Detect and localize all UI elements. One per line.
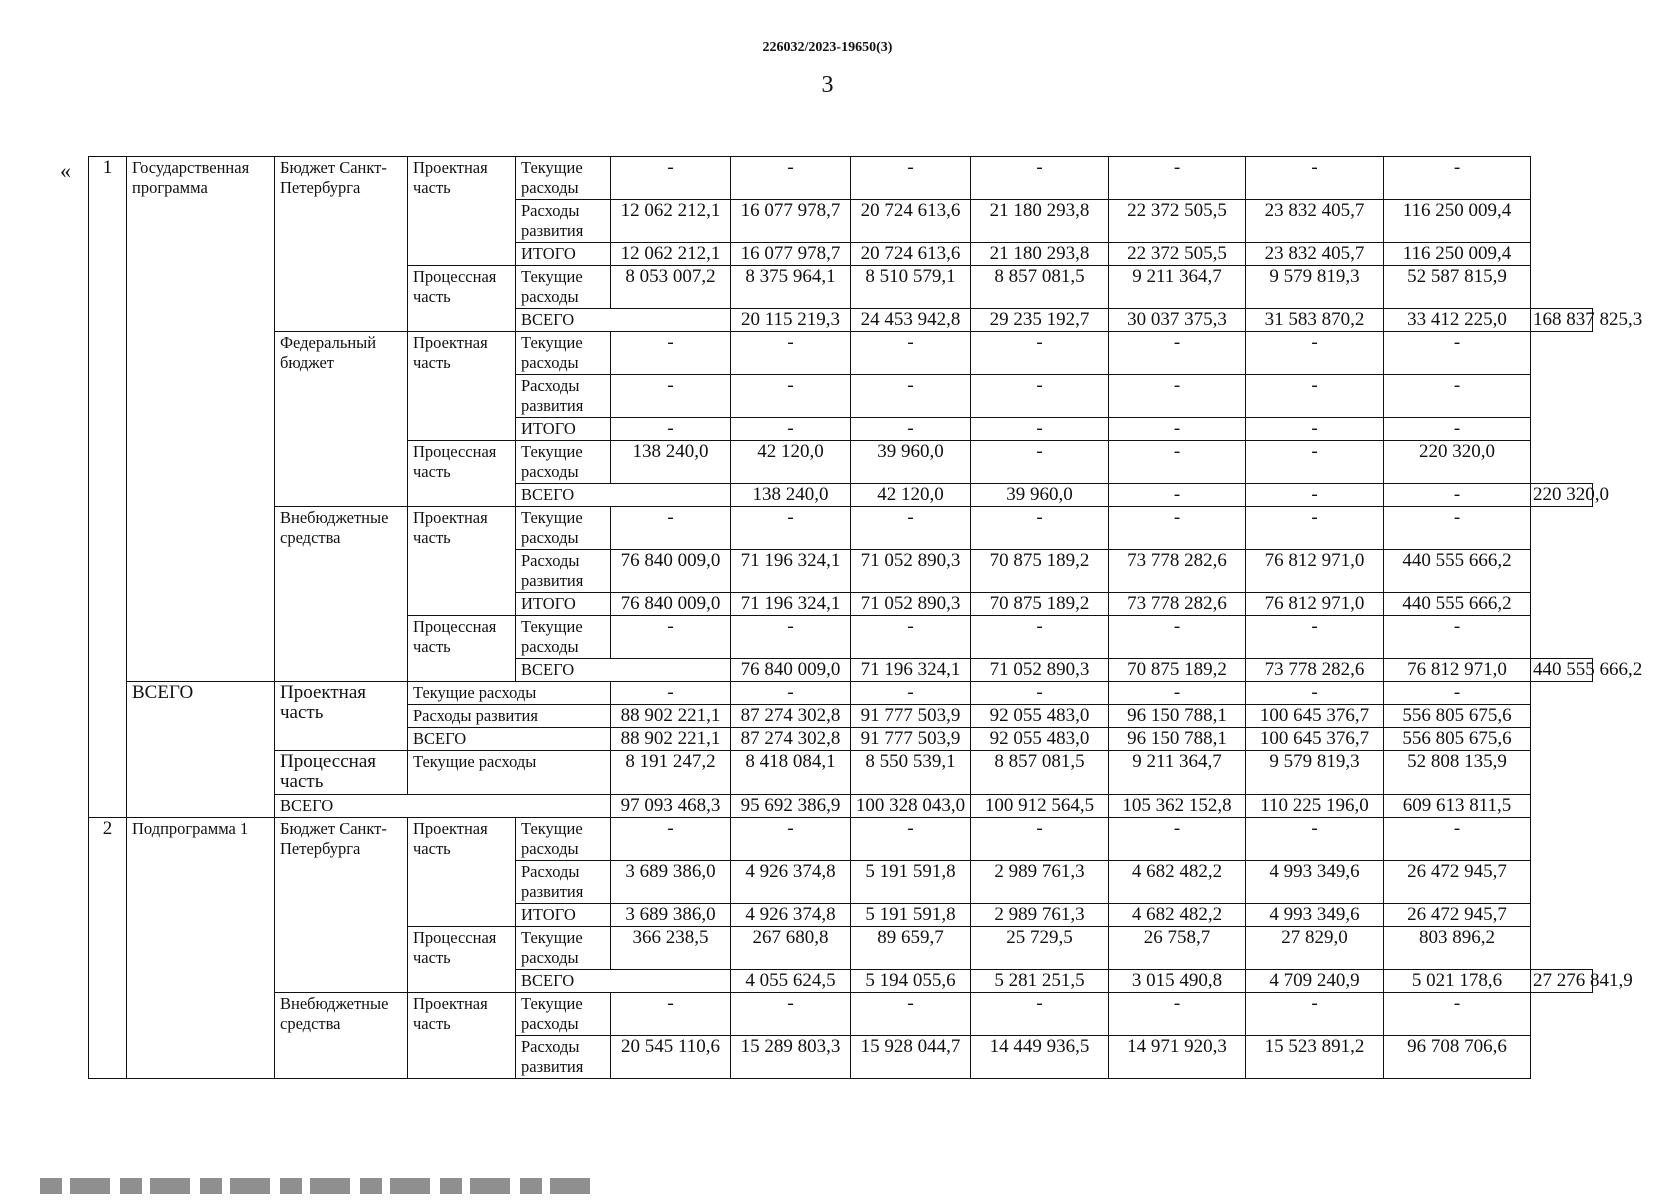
value-cell: 97 093 468,3 [611, 795, 731, 818]
value-cell: 556 805 675,6 [1384, 728, 1531, 751]
value-cell: - [611, 375, 731, 418]
value-cell: 23 832 405,7 [1246, 200, 1384, 243]
row-label: ИТОГО [516, 418, 611, 441]
value-cell: 100 645 376,7 [1246, 705, 1384, 728]
value-cell: 8 191 247,2 [611, 751, 731, 795]
row-label: Процессная часть [408, 616, 516, 682]
budget-table [88, 156, 1643, 1079]
value-cell: - [1109, 616, 1246, 659]
value-cell: - [1246, 157, 1384, 200]
value-cell: 116 250 009,4 [1384, 200, 1531, 243]
row-label: Текущие расходы [516, 157, 611, 200]
value-cell: 9 211 364,7 [1109, 266, 1246, 309]
table-row [89, 795, 1593, 818]
value-cell: 4 993 349,6 [1246, 861, 1384, 904]
value-cell: 22 372 505,5 [1109, 200, 1246, 243]
row-label: Расходы развития [516, 861, 611, 904]
table-row [89, 332, 1593, 375]
value-cell: - [1246, 818, 1384, 861]
value-cell: 89 659,7 [851, 927, 971, 970]
value-cell: 9 579 819,3 [1246, 266, 1384, 309]
value-cell: 12 062 212,1 [611, 243, 731, 266]
value-cell: 27 829,0 [1246, 927, 1384, 970]
value-cell: 4 993 349,6 [1246, 904, 1384, 927]
value-cell: 20 724 613,6 [851, 200, 971, 243]
value-cell: - [611, 332, 731, 375]
value-cell: 91 777 503,9 [851, 705, 971, 728]
value-cell: 14 449 936,5 [971, 1036, 1109, 1079]
table-row [89, 507, 1593, 550]
value-cell: 8 857 081,5 [971, 751, 1109, 795]
value-cell: 42 120,0 [731, 441, 851, 484]
value-cell: 30 037 375,3 [1109, 309, 1246, 332]
value-cell: 31 583 870,2 [1246, 309, 1384, 332]
row-label: Внебюджетные средства [275, 507, 408, 682]
value-cell: 91 777 503,9 [851, 728, 971, 751]
value-cell: - [971, 993, 1109, 1036]
value-cell: 3 015 490,8 [1109, 970, 1246, 993]
opening-quote: « [60, 158, 71, 183]
value-cell: 5 191 591,8 [851, 861, 971, 904]
value-cell: - [971, 375, 1109, 418]
value-cell: 440 555 666,2 [1384, 593, 1531, 616]
value-cell: - [1384, 375, 1531, 418]
value-cell: 23 832 405,7 [1246, 243, 1384, 266]
value-cell: 27 276 841,9 [1531, 970, 1593, 993]
table-row [89, 157, 1593, 200]
row-label: Текущие расходы [516, 993, 611, 1036]
row-label: Текущие расходы [516, 927, 611, 970]
value-cell: 88 902 221,1 [611, 728, 731, 751]
value-cell: 8 053 007,2 [611, 266, 731, 309]
value-cell: - [731, 332, 851, 375]
value-cell: - [851, 993, 971, 1036]
value-cell: 70 875 189,2 [971, 593, 1109, 616]
table-row [89, 751, 1593, 795]
table-row [89, 682, 1593, 705]
row-label: Процессная часть [275, 751, 408, 795]
row-label: Внебюджетные средства [275, 993, 408, 1079]
row-label: Расходы развития [516, 1036, 611, 1079]
row-label: Бюджет Санкт-Петербурга [275, 157, 408, 332]
value-cell: - [851, 157, 971, 200]
value-cell: 609 613 811,5 [1384, 795, 1531, 818]
value-cell: 39 960,0 [851, 441, 971, 484]
value-cell: - [611, 682, 731, 705]
value-cell: - [851, 616, 971, 659]
value-cell: 556 805 675,6 [1384, 705, 1531, 728]
value-cell: 71 052 890,3 [851, 593, 971, 616]
value-cell: - [971, 616, 1109, 659]
value-cell: - [971, 818, 1109, 861]
row-label: Проектная часть [408, 818, 516, 927]
value-cell: - [611, 993, 731, 1036]
value-cell: 15 289 803,3 [731, 1036, 851, 1079]
row-label: Текущие расходы [516, 507, 611, 550]
value-cell: 71 196 324,1 [731, 593, 851, 616]
value-cell: - [1384, 157, 1531, 200]
row-label: Проектная часть [408, 157, 516, 266]
value-cell: 76 840 009,0 [611, 550, 731, 593]
value-cell: 15 928 044,7 [851, 1036, 971, 1079]
value-cell: 88 902 221,1 [611, 705, 731, 728]
row-label: ВСЕГО [516, 970, 731, 993]
value-cell: 26 758,7 [1109, 927, 1246, 970]
row-label: ВСЕГО [516, 309, 731, 332]
value-cell: 20 724 613,6 [851, 243, 971, 266]
value-cell: 8 375 964,1 [731, 266, 851, 309]
row-label: Государственная программа [127, 157, 275, 682]
value-cell: 42 120,0 [851, 484, 971, 507]
value-cell: - [1384, 818, 1531, 861]
value-cell: - [611, 818, 731, 861]
value-cell: 4 055 624,5 [731, 970, 851, 993]
value-cell: - [851, 418, 971, 441]
value-cell: 5 281 251,5 [971, 970, 1109, 993]
value-cell: - [1109, 375, 1246, 418]
value-cell: - [1109, 484, 1246, 507]
value-cell: - [1109, 682, 1246, 705]
value-cell: - [611, 507, 731, 550]
page-number: 3 [821, 72, 834, 98]
value-cell: - [1384, 616, 1531, 659]
value-cell: - [1246, 616, 1384, 659]
value-cell: 220 320,0 [1384, 441, 1531, 484]
value-cell: - [971, 682, 1109, 705]
value-cell: 73 778 282,6 [1109, 550, 1246, 593]
value-cell: 87 274 302,8 [731, 728, 851, 751]
value-cell: - [1109, 418, 1246, 441]
row-label: Проектная часть [408, 993, 516, 1079]
value-cell: - [1246, 993, 1384, 1036]
row-label: Текущие расходы [516, 441, 611, 484]
table-row [89, 993, 1593, 1036]
value-cell: 16 077 978,7 [731, 200, 851, 243]
row-label: ИТОГО [516, 593, 611, 616]
row-label: ВСЕГО [408, 728, 611, 751]
value-cell: 76 840 009,0 [611, 593, 731, 616]
value-cell: 29 235 192,7 [971, 309, 1109, 332]
row-label: Текущие расходы [516, 818, 611, 861]
value-cell: 70 875 189,2 [971, 550, 1109, 593]
value-cell: 440 555 666,2 [1531, 659, 1593, 682]
value-cell: 8 418 084,1 [731, 751, 851, 795]
value-cell: 9 579 819,3 [1246, 751, 1384, 795]
value-cell: - [731, 993, 851, 1036]
value-cell: 71 196 324,1 [851, 659, 971, 682]
row-label: Процессная часть [408, 927, 516, 993]
value-cell: - [1384, 507, 1531, 550]
value-cell: 76 840 009,0 [731, 659, 851, 682]
value-cell: - [1109, 157, 1246, 200]
value-cell: 39 960,0 [971, 484, 1109, 507]
value-cell: - [731, 616, 851, 659]
value-cell: 52 587 815,9 [1384, 266, 1531, 309]
value-cell: - [851, 375, 971, 418]
row-label: Процессная часть [408, 441, 516, 507]
value-cell: 110 225 196,0 [1246, 795, 1384, 818]
value-cell: - [611, 616, 731, 659]
value-cell: 76 812 971,0 [1384, 659, 1531, 682]
value-cell: 2 989 761,3 [971, 861, 1109, 904]
row-label: Расходы развития [516, 550, 611, 593]
row-label: ВСЕГО [275, 795, 611, 818]
value-cell: 96 150 788,1 [1109, 728, 1246, 751]
value-cell: 92 055 483,0 [971, 705, 1109, 728]
value-cell: - [971, 332, 1109, 375]
value-cell: 95 692 386,9 [731, 795, 851, 818]
value-cell: 33 412 225,0 [1384, 309, 1531, 332]
value-cell: 71 052 890,3 [971, 659, 1109, 682]
value-cell: - [971, 507, 1109, 550]
row-label: ИТОГО [516, 904, 611, 927]
value-cell: 96 708 706,6 [1384, 1036, 1531, 1079]
value-cell: 4 682 482,2 [1109, 861, 1246, 904]
value-cell: - [1384, 418, 1531, 441]
value-cell: 14 971 920,3 [1109, 1036, 1246, 1079]
value-cell: 5 021 178,6 [1384, 970, 1531, 993]
row-label: Текущие расходы [408, 751, 611, 795]
value-cell: 20 115 219,3 [731, 309, 851, 332]
value-cell: 138 240,0 [731, 484, 851, 507]
value-cell: - [1384, 332, 1531, 375]
value-cell: 52 808 135,9 [1384, 751, 1531, 795]
document-number: 226032/2023-19650(3) [762, 40, 893, 55]
value-cell: 76 812 971,0 [1246, 593, 1384, 616]
value-cell: 3 689 386,0 [611, 861, 731, 904]
row-label: Расходы развития [516, 200, 611, 243]
value-cell: 15 523 891,2 [1246, 1036, 1384, 1079]
value-cell: 76 812 971,0 [1246, 550, 1384, 593]
row-label: Подпрограмма 1 [127, 818, 275, 1079]
value-cell: - [1246, 484, 1384, 507]
value-cell: - [1384, 682, 1531, 705]
value-cell: 4 682 482,2 [1109, 904, 1246, 927]
value-cell: - [731, 418, 851, 441]
value-cell: 4 926 374,8 [731, 904, 851, 927]
table-row [89, 818, 1593, 861]
row-label: ВСЕГО [516, 484, 731, 507]
budget-table-body [89, 157, 1643, 1079]
value-cell: 20 545 110,6 [611, 1036, 731, 1079]
value-cell: - [851, 332, 971, 375]
value-cell: - [1384, 993, 1531, 1036]
row-label: ВСЕГО [127, 682, 275, 818]
value-cell: 9 211 364,7 [1109, 751, 1246, 795]
value-cell: - [1246, 682, 1384, 705]
row-label: ВСЕГО [516, 659, 731, 682]
value-cell: 220 320,0 [1531, 484, 1593, 507]
value-cell: 26 472 945,7 [1384, 904, 1531, 927]
value-cell: 8 857 081,5 [971, 266, 1109, 309]
value-cell: - [1246, 332, 1384, 375]
value-cell: - [1246, 441, 1384, 484]
value-cell: 100 328 043,0 [851, 795, 971, 818]
row-label: 1 [89, 157, 127, 818]
row-label: Проектная часть [275, 682, 408, 751]
value-cell: 100 645 376,7 [1246, 728, 1384, 751]
value-cell: - [611, 418, 731, 441]
value-cell: 2 989 761,3 [971, 904, 1109, 927]
value-cell: 5 191 591,8 [851, 904, 971, 927]
value-cell: 71 196 324,1 [731, 550, 851, 593]
value-cell: - [1109, 441, 1246, 484]
value-cell: 25 729,5 [971, 927, 1109, 970]
value-cell: 105 362 152,8 [1109, 795, 1246, 818]
value-cell: 73 778 282,6 [1246, 659, 1384, 682]
value-cell: 8 550 539,1 [851, 751, 971, 795]
row-label: Федеральный бюджет [275, 332, 408, 507]
value-cell: - [851, 682, 971, 705]
value-cell: 71 052 890,3 [851, 550, 971, 593]
value-cell: 16 077 978,7 [731, 243, 851, 266]
value-cell: 4 926 374,8 [731, 861, 851, 904]
value-cell: 366 238,5 [611, 927, 731, 970]
value-cell: - [1109, 818, 1246, 861]
value-cell: 21 180 293,8 [971, 243, 1109, 266]
row-label: Текущие расходы [516, 616, 611, 659]
row-label: 2 [89, 818, 127, 1079]
value-cell: 440 555 666,2 [1384, 550, 1531, 593]
value-cell: 267 680,8 [731, 927, 851, 970]
value-cell: 70 875 189,2 [1109, 659, 1246, 682]
value-cell: - [851, 818, 971, 861]
row-label: Проектная часть [408, 332, 516, 441]
value-cell: 4 709 240,9 [1246, 970, 1384, 993]
value-cell: 168 837 825,3 [1531, 309, 1593, 332]
value-cell: - [1109, 993, 1246, 1036]
row-label: Бюджет Санкт-Петербурга [275, 818, 408, 993]
value-cell: - [611, 157, 731, 200]
value-cell: - [1384, 484, 1531, 507]
value-cell: - [1109, 507, 1246, 550]
value-cell: 96 150 788,1 [1109, 705, 1246, 728]
row-label: Расходы развития [408, 705, 611, 728]
value-cell: - [851, 507, 971, 550]
row-label: Проектная часть [408, 507, 516, 616]
value-cell: 100 912 564,5 [971, 795, 1109, 818]
row-label: Процессная часть [408, 266, 516, 332]
value-cell: - [1246, 418, 1384, 441]
value-cell: - [1246, 507, 1384, 550]
value-cell: 3 689 386,0 [611, 904, 731, 927]
value-cell: - [1246, 375, 1384, 418]
value-cell: 73 778 282,6 [1109, 593, 1246, 616]
value-cell: - [1109, 332, 1246, 375]
value-cell: 92 055 483,0 [971, 728, 1109, 751]
value-cell: - [731, 818, 851, 861]
row-label: Текущие расходы [516, 332, 611, 375]
value-cell: 87 274 302,8 [731, 705, 851, 728]
value-cell: - [731, 375, 851, 418]
value-cell: 5 194 055,6 [851, 970, 971, 993]
value-cell: 116 250 009,4 [1384, 243, 1531, 266]
value-cell: - [731, 157, 851, 200]
value-cell: 803 896,2 [1384, 927, 1531, 970]
value-cell: - [971, 157, 1109, 200]
value-cell: 24 453 942,8 [851, 309, 971, 332]
value-cell: 22 372 505,5 [1109, 243, 1246, 266]
value-cell: 21 180 293,8 [971, 200, 1109, 243]
value-cell: 8 510 579,1 [851, 266, 971, 309]
value-cell: 26 472 945,7 [1384, 861, 1531, 904]
row-label: Расходы развития [516, 375, 611, 418]
row-label: ИТОГО [516, 243, 611, 266]
value-cell: 138 240,0 [611, 441, 731, 484]
row-label: Текущие расходы [516, 266, 611, 309]
value-cell: - [971, 418, 1109, 441]
cut-off-footer-text [40, 1178, 600, 1194]
value-cell: - [971, 441, 1109, 484]
value-cell: - [731, 682, 851, 705]
value-cell: - [731, 507, 851, 550]
row-label: Текущие расходы [408, 682, 611, 705]
value-cell: 12 062 212,1 [611, 200, 731, 243]
